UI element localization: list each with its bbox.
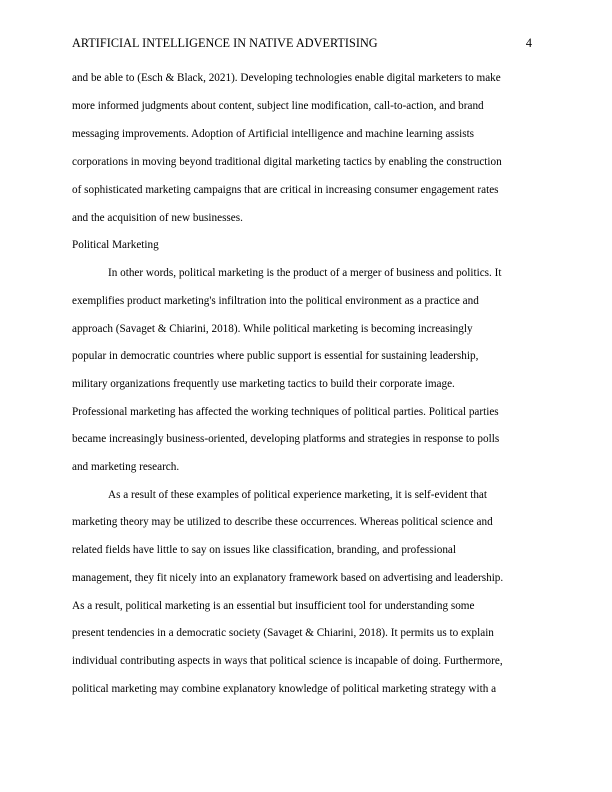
body-text-line: related fields have little to say on issues like classification, branding, and professional xyxy=(72,544,457,556)
body-text-line: As a result of these examples of political experience marketing, it is self-evident that xyxy=(108,489,488,501)
body-text-line: marketing theory may be utilized to describe these occurrences. Whereas political science and xyxy=(72,516,493,528)
body-text-line: became increasingly business-oriented, developing platforms and strategies in response to polls xyxy=(72,433,500,445)
section-heading: Political Marketing xyxy=(72,239,159,251)
body-text-line: popular in democratic countries where public support is essential for sustaining leadership, xyxy=(72,350,479,362)
body-text-line: political marketing may combine explanatory knowledge of political marketing strategy with a xyxy=(72,683,497,695)
body-text-line: and marketing research. xyxy=(72,461,180,473)
body-text-line: approach (Savaget & Chiarini, 2018). While political marketing is becoming increasingly xyxy=(72,323,473,335)
body-text-line: management, they fit nicely into an explanatory framework based on advertising and leadership. xyxy=(72,572,504,584)
body-text-line: corporations in moving beyond traditional digital marketing tactics by enabling the construction xyxy=(72,156,502,168)
body-text-line: and the acquisition of new businesses. xyxy=(72,212,243,224)
body-text-line: Professional marketing has affected the working techniques of political parties. Political parties xyxy=(72,406,499,418)
body-text-line: exemplifies product marketing's infiltration into the political environment as a practice and xyxy=(72,295,479,307)
body-text-line: messaging improvements. Adoption of Artificial intelligence and machine learning assists xyxy=(72,128,475,140)
body-text-line: In other words, political marketing is the product of a merger of business and politics. It xyxy=(108,267,502,279)
body-text-line: military organizations frequently use marketing tactics to build their corporate image. xyxy=(72,378,455,390)
body-text-line: and be able to (Esch & Black, 2021). Developing technologies enable digital marketers to make xyxy=(72,72,501,84)
body-text-line: present tendencies in a democratic society (Savaget & Chiarini, 2018). It permits us to explain xyxy=(72,627,494,639)
running-head: ARTIFICIAL INTELLIGENCE IN NATIVE ADVERTISING xyxy=(72,36,378,50)
body-text-line: individual contributing aspects in ways that political science is incapable of doing. Furthermore, xyxy=(72,655,503,667)
body-text-line: As a result, political marketing is an essential but insufficient tool for understanding some xyxy=(72,600,475,612)
page-number: 4 xyxy=(525,36,532,50)
body-text-line: of sophisticated marketing campaigns that are critical in increasing consumer engagement rates xyxy=(72,184,499,196)
body-text-line: more informed judgments about content, subject line modification, call-to-action, and brand xyxy=(72,100,484,112)
